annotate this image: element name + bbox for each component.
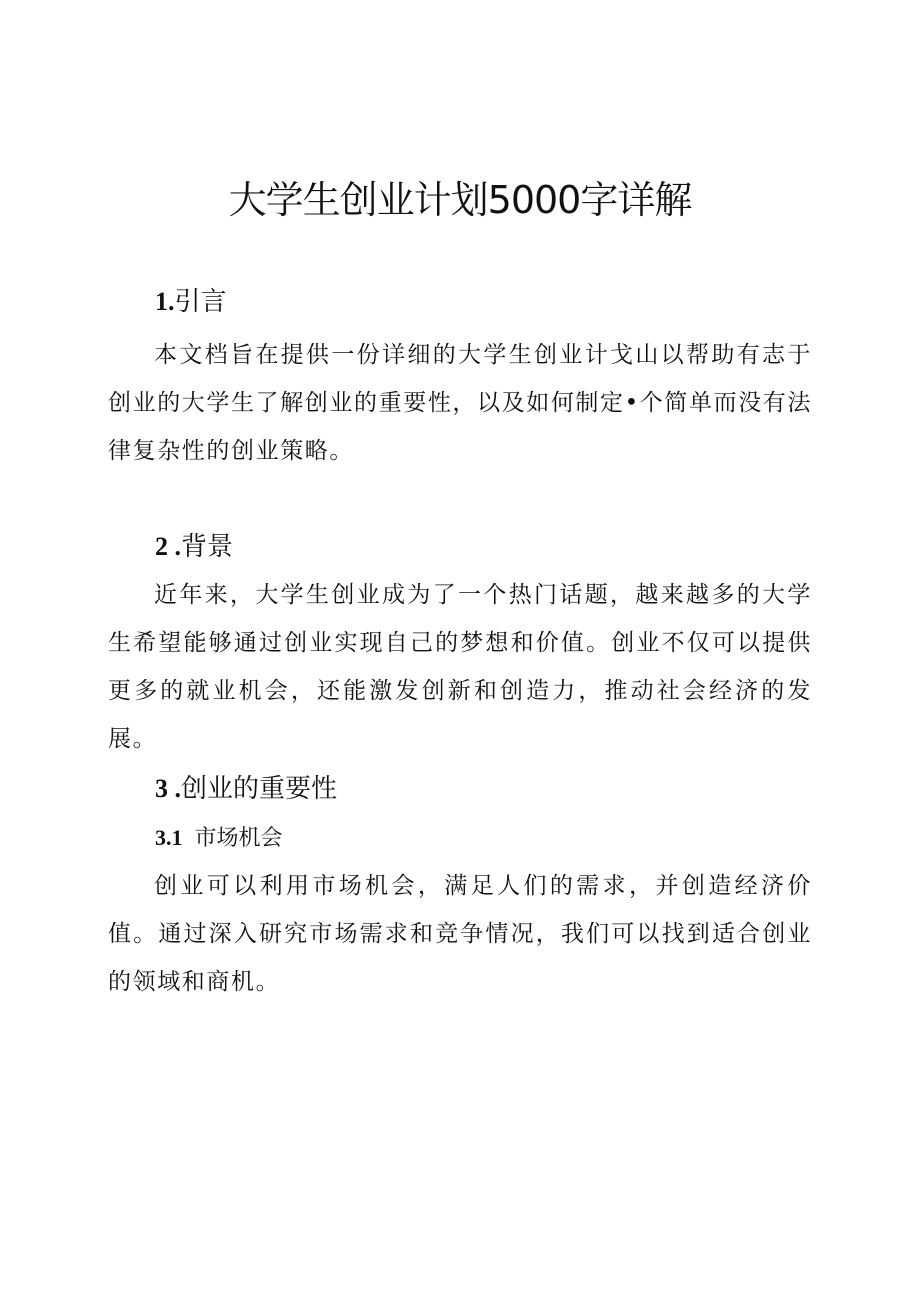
section-title: 背景 bbox=[181, 532, 234, 562]
section-number: 1. bbox=[155, 287, 175, 316]
section-heading-introduction bbox=[155, 284, 227, 320]
subsection-heading-market-opportunity bbox=[155, 823, 283, 854]
section-title: 创业的重要性 bbox=[181, 774, 338, 804]
section-paragraph-background: 近年来，大学生创业成为了一个热门话题，越来越多的大学生希望能够通过创业实现自己的梦想和价值。创业不仅可以提供更多的就业机会，还能激发创新和创造力，推动社会经济的发展。 bbox=[108, 582, 812, 752]
section-number: 3 . bbox=[155, 774, 181, 803]
subsection-paragraph-market-opportunity: 创业可以利用市场机会，满足人们的需求，并创造经济价值。通过深入研究市场需求和竞争情况，我们可以找到适合创业的领域和商机。 bbox=[108, 873, 812, 995]
section-number: 2 . bbox=[155, 532, 181, 561]
section-paragraph-introduction: 本文档旨在提供一份详细的大学生创业计戈山以帮助有志于创业的大学生了解创业的重要性，以及如何制定•个简单而没有法律复杂性的创业策略。 bbox=[108, 342, 812, 464]
section-heading-background bbox=[155, 529, 233, 565]
subsection-number: 3.1 bbox=[155, 825, 183, 850]
document-title: 大学生创业计划5000字详解 bbox=[228, 178, 692, 222]
section-title: 引言 bbox=[174, 287, 227, 317]
subsection-title: 市场机会 bbox=[194, 826, 283, 851]
section-heading-importance bbox=[155, 771, 337, 807]
